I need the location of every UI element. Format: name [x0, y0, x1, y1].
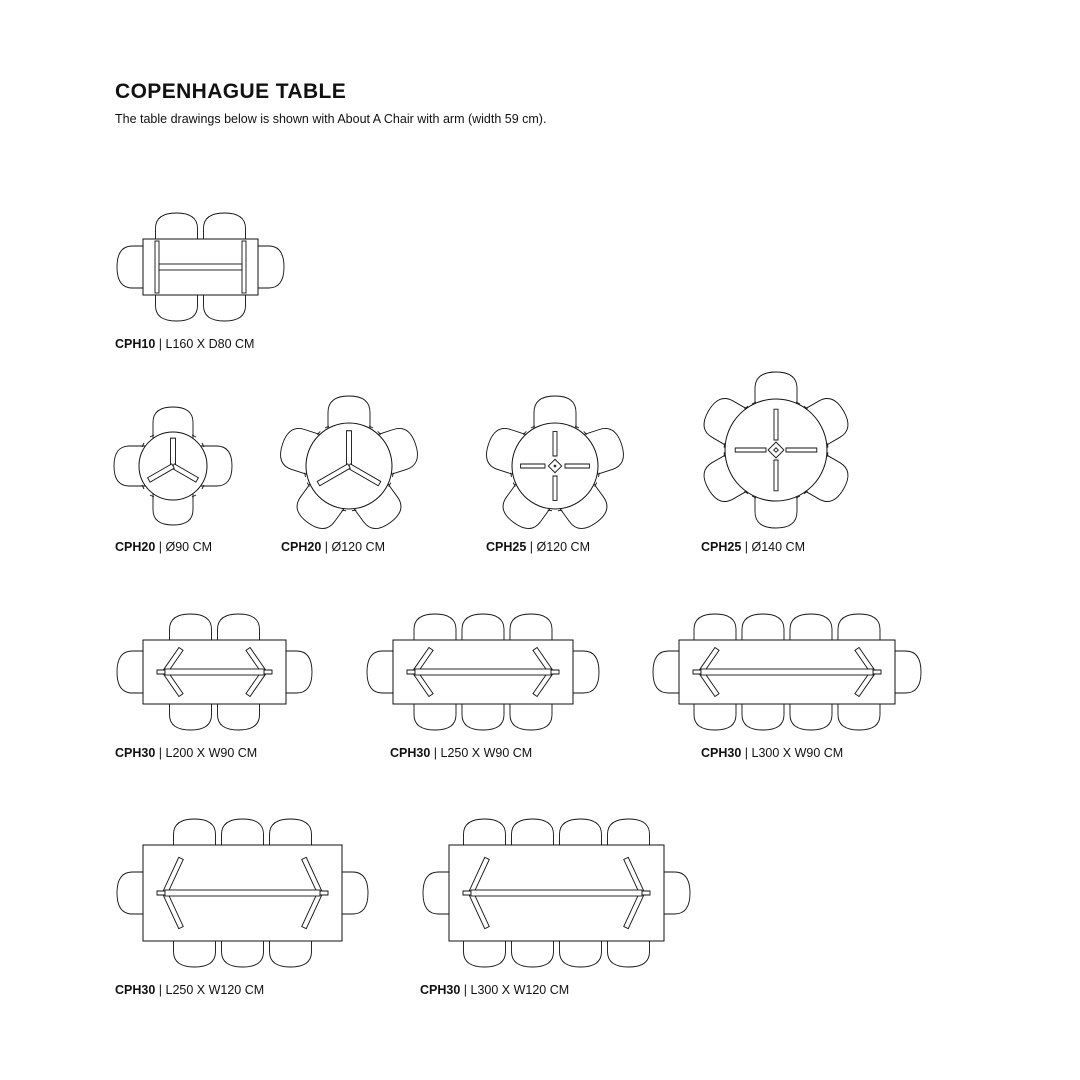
table-plan-cph30: [367, 614, 599, 730]
beam: [159, 264, 242, 270]
leg: [157, 891, 165, 895]
table-plan-cph20: [114, 407, 232, 525]
beam: [471, 890, 642, 896]
leg: [553, 432, 557, 456]
beam: [165, 669, 264, 675]
leg: [407, 670, 415, 674]
leg: [242, 241, 246, 293]
table-plan-cph25: [696, 372, 855, 528]
table-plan-cph30: [423, 819, 690, 967]
leg: [171, 438, 176, 466]
table-plan-cph20: [275, 396, 423, 537]
caption-cph20-90: CPH20 | Ø90 CM: [115, 540, 213, 554]
leg: [521, 464, 545, 468]
leg: [157, 670, 165, 674]
leg: [320, 891, 328, 895]
leg: [642, 891, 650, 895]
caption-cph30-200: CPH30 | L200 X W90 CM: [115, 746, 258, 760]
leg: [463, 891, 471, 895]
leg: [693, 670, 701, 674]
page-title: COPENHAGUE TABLE: [115, 80, 347, 103]
caption-cph25-140: CPH25 | Ø140 CM: [701, 540, 805, 554]
beam: [415, 669, 551, 675]
beam: [701, 669, 873, 675]
leg: [565, 464, 589, 468]
leg: [873, 670, 881, 674]
caption-cph20-120: CPH20 | Ø120 CM: [281, 540, 385, 554]
caption-cph30-300-w120: CPH30 | L300 X W120 CM: [420, 983, 570, 997]
leg: [786, 448, 817, 452]
page-subtitle: The table drawings below is shown with About A Chair with arm (width 59 cm).: [115, 112, 547, 126]
caption-cph30-250-w120: CPH30 | L250 X W120 CM: [115, 983, 265, 997]
leg: [347, 431, 352, 466]
table-plan-cph30: [653, 614, 921, 730]
beam: [165, 890, 320, 896]
leg: [155, 241, 159, 293]
hub-inner: [554, 465, 556, 467]
leg: [735, 448, 766, 452]
caption-cph25-120: CPH25 | Ø120 CM: [486, 540, 590, 554]
table-plan-cph30: [117, 614, 312, 730]
table-plan-cph10: [117, 213, 284, 321]
table-plan-cph30: [117, 819, 368, 967]
caption-cph30-250: CPH30 | L250 X W90 CM: [390, 746, 533, 760]
leg: [774, 460, 778, 491]
leg: [553, 476, 557, 500]
table-plan-cph25: [481, 396, 629, 537]
leg: [264, 670, 272, 674]
caption-cph10: CPH10 | L160 X D80 CM: [115, 337, 255, 351]
leg: [774, 409, 778, 440]
caption-cph30-300: CPH30 | L300 X W90 CM: [701, 746, 844, 760]
leg: [551, 670, 559, 674]
